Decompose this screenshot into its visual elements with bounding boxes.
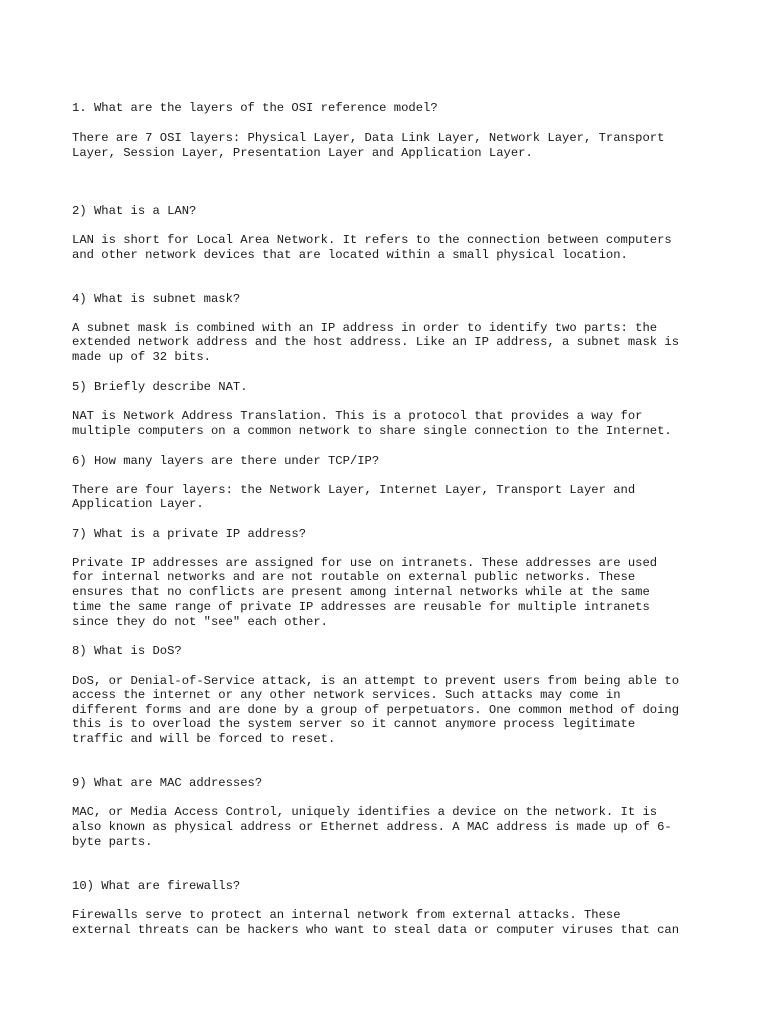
answer-8-line-5: traffic and will be forced to reset. [72,732,336,746]
question-9: 9) What are MAC addresses? [72,776,263,790]
question-2: 2) What is a LAN? [72,204,197,218]
answer-5-line-1: NAT is Network Address Translation. This is a protocol that provides a way for [72,409,643,423]
answer-7-line-2: for internal networks and are not routable on external public networks. These [72,570,636,584]
answer-8-line-3: different forms and are done by a group of perpetuators. One common method of doing [72,703,680,717]
answer-4-line-1: A subnet mask is combined with an IP address in order to identify two parts: the [72,321,658,335]
answer-6-line-1: There are four layers: the Network Layer, Internet Layer, Transport Layer and [72,483,636,497]
question-6: 6) How many layers are there under TCP/IP? [72,454,380,468]
question-1: 1. What are the layers of the OSI reference model? [72,101,438,115]
answer-2-line-2: and other network devices that are located within a small physical location. [72,248,628,262]
answer-2-line-1: LAN is short for Local Area Network. It refers to the connection between computers [72,233,672,247]
answer-7-line-3: ensures that no conflicts are present among internal networks while at the same [72,585,650,599]
answer-8-line-1: DoS, or Denial-of-Service attack, is an attempt to prevent users from being able to [72,674,680,688]
answer-4-line-2: extended network address and the host address. Like an IP address, a subnet mask is [72,335,680,349]
question-7: 7) What is a private IP address? [72,527,307,541]
answer-9-line-2: also known as physical address or Ethernet address. A MAC address is made up of 6- [72,820,672,834]
question-10: 10) What are firewalls? [72,879,241,893]
question-8: 8) What is DoS? [72,644,182,658]
answer-6-line-2: Application Layer. [72,497,204,511]
answer-7-line-4: time the same range of private IP addresses are reusable for multiple intranets [72,600,650,614]
answer-9-line-1: MAC, or Media Access Control, uniquely identifies a device on the network. It is [72,805,658,819]
answer-7-line-5: since they do not "see" each other. [72,615,328,629]
answer-4-line-3: made up of 32 bits. [72,350,211,364]
answer-1-line-2: Layer, Session Layer, Presentation Layer and Application Layer. [72,146,533,160]
answer-10-line-1: Firewalls serve to protect an internal network from external attacks. These [72,908,621,922]
question-4: 4) What is subnet mask? [72,292,241,306]
answer-8-line-4: this is to overload the system server so it cannot anymore process legitimate [72,717,636,731]
answer-10-line-2: external threats can be hackers who want to steal data or computer viruses that can [72,923,680,937]
answer-8-line-2: access the internet or any other network services. Such attacks may come in [72,688,621,702]
answer-1-line-1: There are 7 OSI layers: Physical Layer, Data Link Layer, Network Layer, Transport [72,131,665,145]
question-5: 5) Briefly describe NAT. [72,380,248,394]
answer-5-line-2: multiple computers on a common network to share single connection to the Internet. [72,424,672,438]
answer-7-line-1: Private IP addresses are assigned for use on intranets. These addresses are used [72,556,658,570]
answer-9-line-3: byte parts. [72,835,153,849]
